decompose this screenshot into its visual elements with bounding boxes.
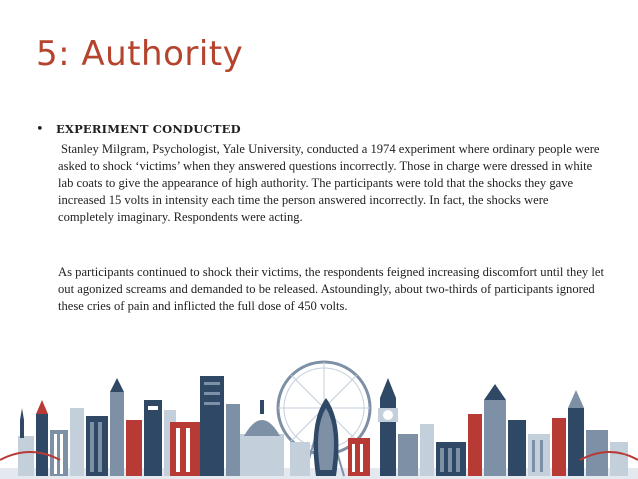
bullet-heading-row	[36, 122, 241, 137]
slide-title: 5: Authority	[36, 34, 244, 74]
section-heading: EXPERIMENT CONDUCTED	[56, 122, 241, 136]
paragraph-experiment: Stanley Milgram, Psychologist, Yale University, conducted a 1974 experiment where ordinary people were asked to shock ‘victims’ when they answered questions incorrectly. Those in charge were dressed in white lab coats to give the appearance of high authority. The participants were told that the shocks they gave increased 15 volts in intensity each time the person answered incorrectly. In fact, the shocks were completely imaginary. Respondents were acting.	[58, 142, 600, 224]
bullet-marker: •	[36, 122, 44, 137]
london-skyline-icon	[0, 350, 638, 479]
paragraph-results: As participants continued to shock their victims, the respondents feigned increasing discomfort until they let out agonized screams and demanded to be released. Astoundingly, about two-thirds of participants ignored these cries of pain and inflicted the full dose of 450 volts.	[58, 265, 604, 313]
